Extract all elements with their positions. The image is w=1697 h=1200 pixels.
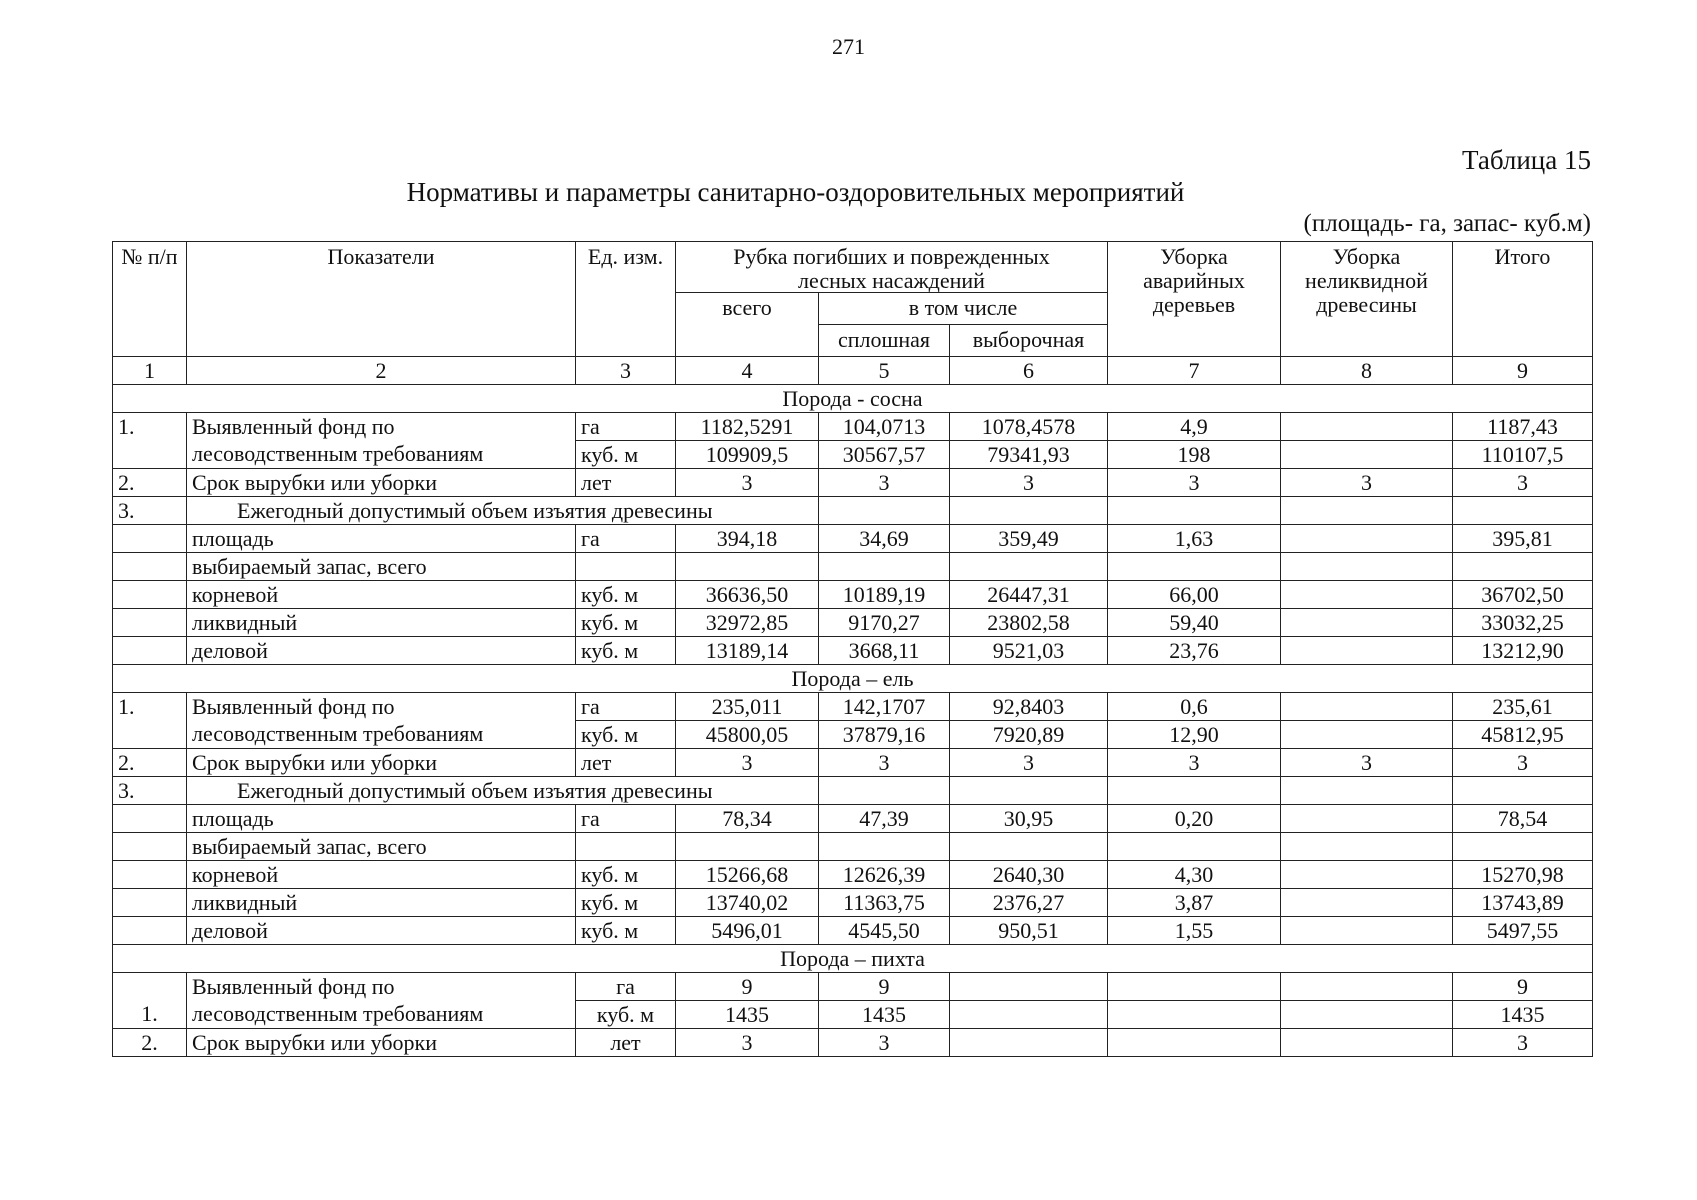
value-cell [1281,1001,1453,1029]
item-number: 3. [113,777,187,805]
value-cell: 0,6 [1108,693,1281,721]
value-cell: 3 [950,749,1108,777]
unit-cell [576,553,676,581]
value-cell [1281,721,1453,749]
value-cell: 3668,11 [819,637,950,665]
detail-label: площадь [187,805,576,833]
units-note: (площадь- га, запас- куб.м) [1303,210,1591,237]
detail-label: деловой [187,637,576,665]
value-cell: 1435 [1453,1001,1593,1029]
value-cell: 12,90 [1108,721,1281,749]
unit-cell: га [576,413,676,441]
detail-row [113,581,1593,609]
value-cell: 37879,16 [819,721,950,749]
unit-cell: лет [576,469,676,497]
value-cell: 13740,02 [676,889,819,917]
fund-label: Выявленный фонд по [187,693,576,721]
unit-cell: лет [576,1029,676,1057]
value-cell [1108,1029,1281,1057]
item-number [113,581,187,609]
unit-cell: куб. м [576,609,676,637]
item-number [113,441,187,469]
document-title [0,177,1697,208]
value-cell: 5497,55 [1453,917,1593,945]
term-label: Срок вырубки или уборки [187,469,576,497]
item-number [113,917,187,945]
value-cell: 1078,4578 [950,413,1108,441]
value-cell: 36702,50 [1453,581,1593,609]
value-cell [1281,637,1453,665]
value-cell: 34,69 [819,525,950,553]
header-emergency-line3: деревьев [1152,292,1236,317]
item-number [113,889,187,917]
value-cell: 235,61 [1453,693,1593,721]
value-cell: 3 [819,469,950,497]
value-cell: 9 [1453,973,1593,1001]
unit-cell: куб. м [576,1001,676,1029]
value-cell: 5496,01 [676,917,819,945]
value-cell [1108,777,1281,805]
value-cell: 104,0713 [819,413,950,441]
value-cell: 36636,50 [676,581,819,609]
detail-row [113,553,1593,581]
value-cell: 142,1707 [819,693,950,721]
value-cell [676,833,819,861]
detail-row [113,637,1593,665]
item-number [113,637,187,665]
unit-cell: га [576,693,676,721]
detail-label: выбираемый запас, всего [187,553,576,581]
value-cell [950,833,1108,861]
header-selective: выборочная [950,325,1108,357]
column-number: 9 [1453,357,1593,385]
item-number: 1. [113,1001,187,1029]
detail-label: площадь [187,525,576,553]
header-illiquid-line3: древесины [1316,292,1417,317]
header-emergency-line1: Уборка [1160,244,1228,269]
value-cell: 59,40 [1108,609,1281,637]
value-cell: 30,95 [950,805,1108,833]
value-cell [950,497,1108,525]
value-cell: 78,54 [1453,805,1593,833]
value-cell: 198 [1108,441,1281,469]
value-cell: 3 [950,469,1108,497]
fund-row [113,693,1593,721]
header-emergency [1108,242,1281,357]
item-number: 2. [113,469,187,497]
column-number: 6 [950,357,1108,385]
value-cell: 11363,75 [819,889,950,917]
fund-label: Выявленный фонд по [187,973,576,1001]
value-cell: 78,34 [676,805,819,833]
annual-label: Ежегодный допустимый объем изъятия древесины [187,497,819,525]
fund-label: Выявленный фонд по [187,413,576,441]
value-cell [1453,553,1593,581]
header-including: в том числе [819,293,1108,325]
header-emergency-line2: аварийных [1143,268,1245,293]
value-cell [819,777,950,805]
fund-label: лесоводственным требованиям [187,441,576,469]
species-title-row [113,665,1593,693]
value-cell: 30567,57 [819,441,950,469]
value-cell: 109909,5 [676,441,819,469]
value-cell [1281,777,1453,805]
value-cell: 3,87 [1108,889,1281,917]
value-cell: 45800,05 [676,721,819,749]
value-cell: 9 [819,973,950,1001]
value-cell: 79341,93 [950,441,1108,469]
value-cell: 9521,03 [950,637,1108,665]
header-total-all: всего [676,293,819,357]
column-number: 2 [187,357,576,385]
detail-row [113,861,1593,889]
value-cell [1281,973,1453,1001]
term-label: Срок вырубки или уборки [187,1029,576,1057]
value-cell [819,833,950,861]
item-number: 3. [113,497,187,525]
value-cell [1108,553,1281,581]
header-unit: Ед. изм. [576,242,676,357]
detail-label: деловой [187,917,576,945]
species-title-row [113,945,1593,973]
value-cell: 3 [1453,749,1593,777]
annual-row [113,777,1593,805]
header-felling-line2: лесных насаждений [798,268,985,293]
value-cell [1281,833,1453,861]
value-cell [1281,497,1453,525]
value-cell: 394,18 [676,525,819,553]
term-label: Срок вырубки или уборки [187,749,576,777]
value-cell [1281,581,1453,609]
item-number [113,973,187,1001]
table-body [113,242,1593,1057]
value-cell: 13189,14 [676,637,819,665]
fund-row [113,441,1593,469]
annual-label: Ежегодный допустимый объем изъятия древесины [187,777,819,805]
fund-row [113,721,1593,749]
header-indicators: Показатели [187,242,576,357]
value-cell: 3 [1108,749,1281,777]
value-cell [950,777,1108,805]
value-cell [1281,441,1453,469]
unit-cell: куб. м [576,917,676,945]
value-cell: 13743,89 [1453,889,1593,917]
column-number: 8 [1281,357,1453,385]
unit-cell: куб. м [576,889,676,917]
value-cell [1281,917,1453,945]
item-number [113,833,187,861]
item-number [113,609,187,637]
value-cell: 47,39 [819,805,950,833]
value-cell: 3 [819,749,950,777]
value-cell [1281,413,1453,441]
value-cell: 4545,50 [819,917,950,945]
fund-row [113,1001,1593,1029]
value-cell: 23802,58 [950,609,1108,637]
column-number: 1 [113,357,187,385]
value-cell: 26447,31 [950,581,1108,609]
item-number: 2. [113,749,187,777]
item-number [113,861,187,889]
term-row [113,1029,1593,1057]
value-cell: 15270,98 [1453,861,1593,889]
detail-row [113,889,1593,917]
detail-label: корневой [187,581,576,609]
value-cell: 359,49 [950,525,1108,553]
item-number: 1. [113,413,187,441]
header-felling-line1: Рубка погибших и поврежденных [733,244,1050,269]
species-title-row [113,385,1593,413]
value-cell [1108,973,1281,1001]
value-cell: 1187,43 [1453,413,1593,441]
header-clear: сплошная [819,325,950,357]
unit-cell: куб. м [576,441,676,469]
value-cell [1281,889,1453,917]
value-cell [1453,777,1593,805]
value-cell [1453,497,1593,525]
detail-label: корневой [187,861,576,889]
value-cell [1281,609,1453,637]
value-cell: 1182,5291 [676,413,819,441]
item-number: 1. [113,693,187,721]
value-cell [819,497,950,525]
value-cell: 45812,95 [1453,721,1593,749]
value-cell: 1,55 [1108,917,1281,945]
term-row [113,749,1593,777]
value-cell: 66,00 [1108,581,1281,609]
value-cell: 13212,90 [1453,637,1593,665]
header-num: № п/п [113,242,187,357]
value-cell: 3 [1453,469,1593,497]
unit-cell [576,833,676,861]
detail-label: выбираемый запас, всего [187,833,576,861]
item-number [113,805,187,833]
value-cell: 3 [1281,749,1453,777]
value-cell [1281,553,1453,581]
value-cell: 3 [1281,469,1453,497]
value-cell: 15266,68 [676,861,819,889]
column-number-row [113,357,1593,385]
value-cell: 23,76 [1108,637,1281,665]
item-number: 2. [113,1029,187,1057]
unit-cell: га [576,525,676,553]
value-cell [1281,525,1453,553]
value-cell: 1435 [676,1001,819,1029]
value-cell [1453,833,1593,861]
value-cell: 9 [676,973,819,1001]
value-cell: 92,8403 [950,693,1108,721]
fund-row [113,973,1593,1001]
detail-row [113,833,1593,861]
unit-cell: куб. м [576,861,676,889]
value-cell: 3 [676,1029,819,1057]
value-cell [950,1001,1108,1029]
detail-row [113,609,1593,637]
header-illiquid-line2: неликвидной [1305,268,1428,293]
item-number [113,525,187,553]
value-cell [1108,497,1281,525]
annual-row [113,497,1593,525]
value-cell: 110107,5 [1453,441,1593,469]
value-cell: 12626,39 [819,861,950,889]
value-cell [819,553,950,581]
value-cell: 950,51 [950,917,1108,945]
header-row-1 [113,242,1593,293]
value-cell: 3 [1453,1029,1593,1057]
value-cell [1281,1029,1453,1057]
term-row [113,469,1593,497]
value-cell: 2376,27 [950,889,1108,917]
fund-label: лесоводственным требованиям [187,1001,576,1029]
unit-cell: га [576,805,676,833]
value-cell: 3 [676,749,819,777]
species-title: Порода – ель [113,665,1593,693]
value-cell: 3 [676,469,819,497]
value-cell: 3 [1108,469,1281,497]
detail-label: ликвидный [187,609,576,637]
value-cell [1281,861,1453,889]
detail-row [113,805,1593,833]
value-cell: 0,20 [1108,805,1281,833]
header-illiquid-line1: Уборка [1332,244,1401,269]
value-cell [950,973,1108,1001]
value-cell: 1435 [819,1001,950,1029]
column-number: 5 [819,357,950,385]
value-cell [950,1029,1108,1057]
detail-row [113,525,1593,553]
value-cell [1108,833,1281,861]
fund-row [113,413,1593,441]
value-cell: 33032,25 [1453,609,1593,637]
unit-cell: га [576,973,676,1001]
unit-cell: куб. м [576,637,676,665]
column-number: 4 [676,357,819,385]
column-number: 3 [576,357,676,385]
value-cell: 10189,19 [819,581,950,609]
value-cell: 4,9 [1108,413,1281,441]
unit-cell: лет [576,749,676,777]
detail-label: ликвидный [187,889,576,917]
value-cell [1281,693,1453,721]
value-cell: 4,30 [1108,861,1281,889]
value-cell: 2640,30 [950,861,1108,889]
detail-row [113,917,1593,945]
item-number [113,553,187,581]
unit-cell: куб. м [576,581,676,609]
header-felling [676,242,1108,293]
sanitary-measures-table [112,241,1593,1057]
table-label: Таблица 15 [1462,145,1591,175]
species-title: Порода – пихта [113,945,1593,973]
value-cell [950,553,1108,581]
item-number [113,721,187,749]
value-cell: 3 [819,1029,950,1057]
unit-cell: куб. м [576,721,676,749]
column-number: 7 [1108,357,1281,385]
value-cell: 9170,27 [819,609,950,637]
document-title-text: Нормативы и параметры санитарно-оздоровительных мероприятий [406,177,1185,207]
page-number: 271 [832,34,865,59]
value-cell: 235,011 [676,693,819,721]
value-cell [1108,1001,1281,1029]
header-total: Итого [1453,242,1593,357]
value-cell: 32972,85 [676,609,819,637]
value-cell: 1,63 [1108,525,1281,553]
value-cell [676,553,819,581]
value-cell: 395,81 [1453,525,1593,553]
value-cell [1281,805,1453,833]
species-title: Порода - сосна [113,385,1593,413]
value-cell: 7920,89 [950,721,1108,749]
fund-label: лесоводственным требованиям [187,721,576,749]
header-illiquid [1281,242,1453,357]
